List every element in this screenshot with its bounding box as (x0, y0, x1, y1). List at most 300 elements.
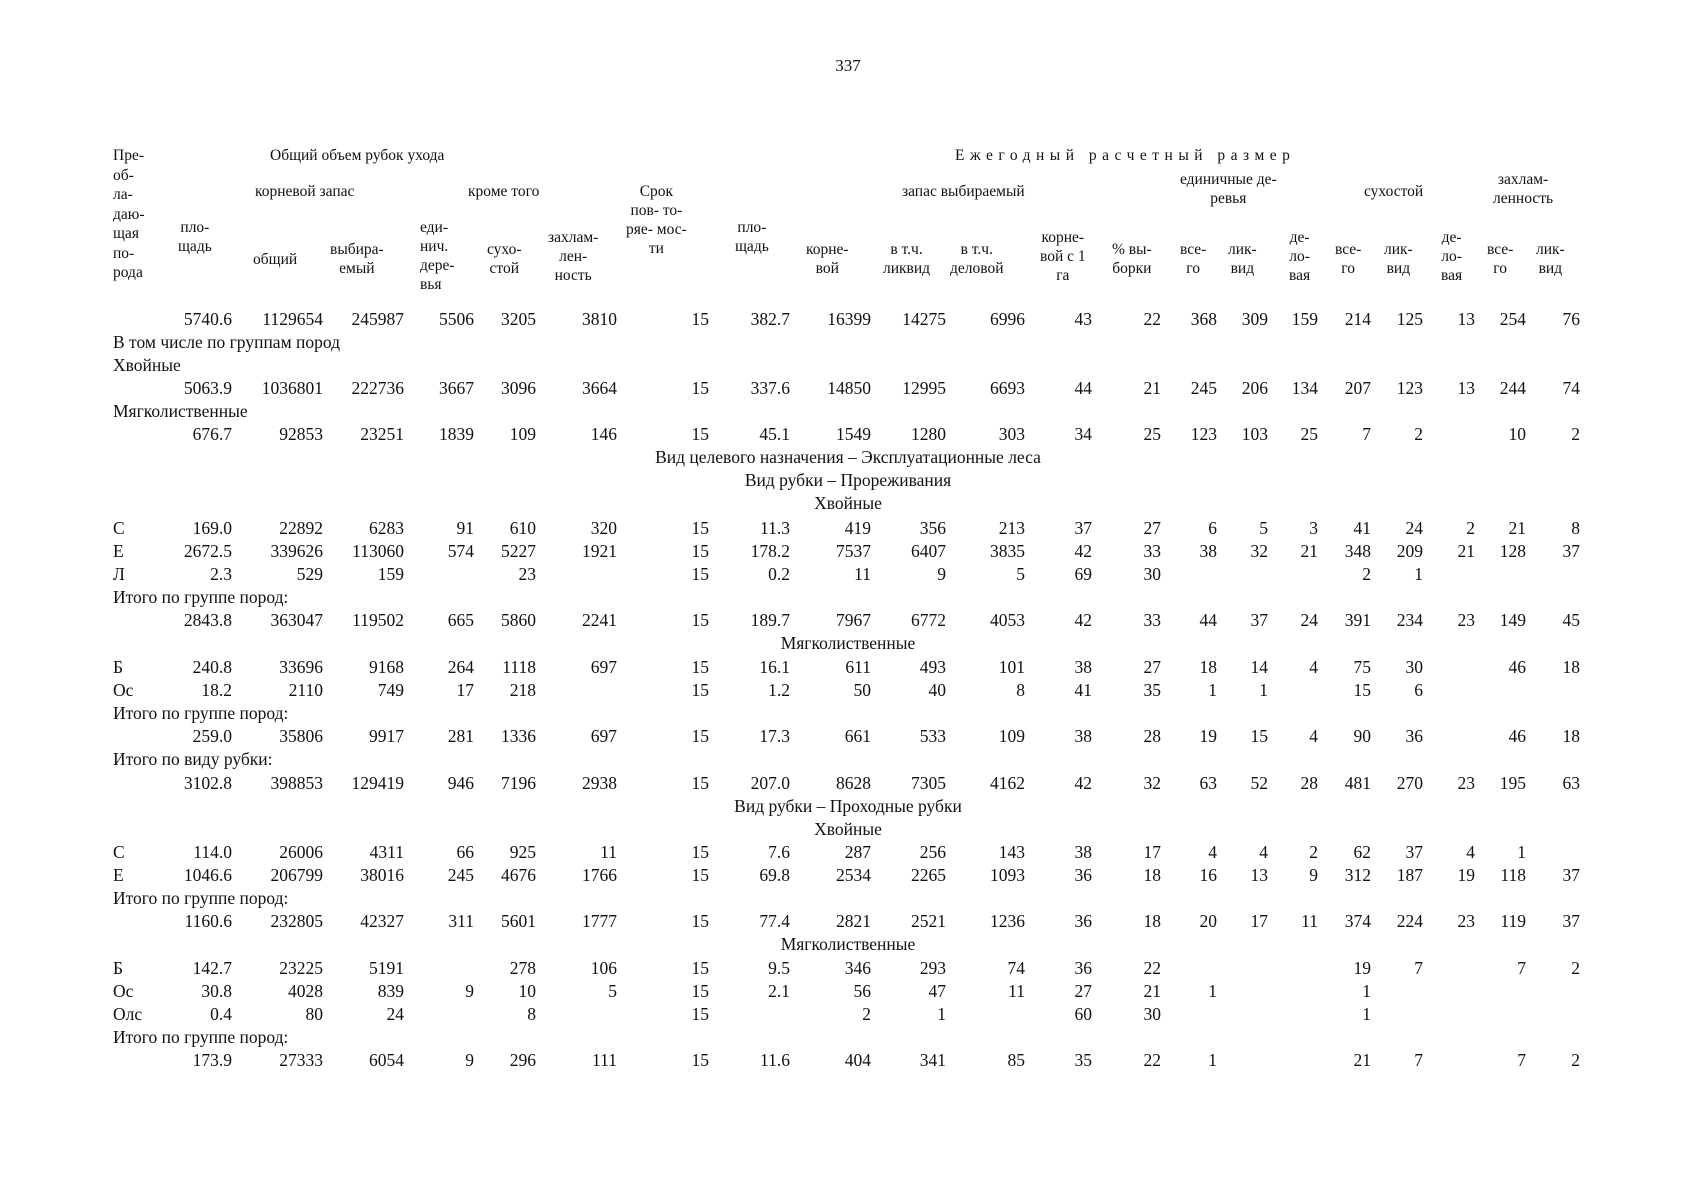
table-row (0, 957, 1696, 979)
table-cell: 69.8 (759, 865, 790, 885)
row-label: Б (113, 958, 124, 978)
table-cell: 493 (919, 657, 946, 677)
table-cell: 5 (608, 981, 617, 1001)
table-cell: 60 (1074, 1004, 1092, 1024)
table-cell: 24 (1300, 610, 1318, 630)
table-cell: 610 (509, 518, 536, 538)
table-cell: 111 (592, 1050, 617, 1070)
section-heading: Мягколиственные (780, 934, 916, 954)
table-cell: 36 (1074, 865, 1092, 885)
group-label-row (0, 702, 1696, 724)
header-likvid-3: лик- вид (1536, 241, 1565, 277)
table-row (0, 517, 1696, 539)
table-cell: 7.6 (768, 842, 790, 862)
table-cell: 207 (1344, 378, 1371, 398)
table-cell: 21 (1300, 541, 1318, 561)
section-heading: Вид рубки – Проходные рубки (734, 796, 962, 816)
table-cell: 209 (1396, 541, 1423, 561)
table-cell: 15 (691, 518, 709, 538)
table-cell: 4311 (369, 842, 404, 862)
table-cell: 1 (1208, 981, 1217, 1001)
table-cell: 26006 (279, 842, 323, 862)
header-likvid-2: лик- вид (1384, 241, 1413, 277)
table-cell: 45 (1562, 610, 1580, 630)
table-cell: 15 (691, 958, 709, 978)
header-zakhlamlennost: захлам- лен- ность (548, 229, 599, 284)
table-cell: 270 (1396, 773, 1423, 793)
table-cell: 1160.6 (184, 911, 232, 931)
header-poroda: Пре- об- ла- даю- щая по- рода (113, 147, 145, 281)
table-cell: 9.5 (768, 958, 790, 978)
table-cell: 44 (1074, 378, 1092, 398)
table-cell: 293 (919, 958, 946, 978)
table-cell: 21 (1353, 1050, 1371, 1070)
table-cell: 173.9 (192, 1050, 232, 1070)
table-cell: 5860 (501, 610, 536, 630)
table-cell: 63 (1199, 773, 1217, 793)
table-cell: 697 (590, 657, 617, 677)
table-cell: 1777 (582, 911, 617, 931)
table-cell: 63 (1562, 773, 1580, 793)
table-cell: 10 (1508, 424, 1526, 444)
table-cell: 348 (1344, 541, 1371, 561)
table-cell: 85 (1007, 1050, 1025, 1070)
row-label: С (113, 518, 125, 538)
table-cell: 574 (447, 541, 474, 561)
table-cell: 30.8 (201, 981, 232, 1001)
table-cell: 56 (853, 981, 871, 1001)
table-cell: 42 (1074, 773, 1092, 793)
table-row (0, 308, 1696, 330)
table-cell: 15 (1250, 726, 1268, 746)
table-cell: 224 (1396, 911, 1423, 931)
table-cell: 38 (1074, 726, 1092, 746)
header-obshchiy-col: общий (253, 251, 298, 268)
table-cell: 109 (509, 424, 536, 444)
table-cell: 10 (518, 981, 536, 1001)
table-cell: 287 (844, 842, 871, 862)
table-cell: 123 (1396, 378, 1423, 398)
group-label-row (0, 1026, 1696, 1048)
table-cell: 2 (1571, 424, 1580, 444)
header-ploshchad2: пло- щадь (735, 219, 769, 255)
header-zapas-vybiraemyy: запас выбираемый (902, 183, 1025, 200)
table-cell: 32 (1250, 541, 1268, 561)
table-cell: 19 (1457, 865, 1475, 885)
table-cell: 149 (1499, 610, 1526, 630)
table-cell: 46 (1508, 726, 1526, 746)
table-cell: 3835 (990, 541, 1025, 561)
table-cell: 30 (1143, 1004, 1161, 1024)
table-cell: 15 (1353, 680, 1371, 700)
table-cell: 206799 (270, 865, 323, 885)
table-cell: 15 (691, 1050, 709, 1070)
table-cell: 337.6 (750, 378, 790, 398)
table-cell: 254 (1499, 309, 1526, 329)
table-cell: 11.3 (760, 518, 790, 538)
table-cell: 2.3 (210, 564, 232, 584)
table-cell: 91 (456, 518, 474, 538)
table-row (0, 772, 1696, 794)
table-cell: 37 (1562, 541, 1580, 561)
table-cell: 4053 (990, 610, 1025, 630)
table-cell: 47 (928, 981, 946, 1001)
table-cell: 14275 (902, 309, 946, 329)
table-cell: 676.7 (192, 424, 232, 444)
table-cell: 19 (1353, 958, 1371, 978)
table-cell: 14 (1250, 657, 1268, 677)
table-cell: 15 (691, 981, 709, 1001)
table-cell: 5740.6 (183, 309, 232, 329)
table-cell: 2 (1309, 842, 1318, 862)
row-label: Б (113, 657, 124, 677)
table-cell: 92853 (279, 424, 323, 444)
header-kornevoy: корне- вой (806, 241, 849, 277)
table-cell: 13 (1250, 865, 1268, 885)
table-cell: 16399 (827, 309, 871, 329)
table-cell: 103 (1241, 424, 1268, 444)
table-row (0, 656, 1696, 678)
header-korn-s-1ga: корне- вой с 1 га (1040, 229, 1086, 284)
table-cell: 119502 (352, 610, 404, 630)
table-cell: 21 (1143, 378, 1161, 398)
table-cell: 309 (1241, 309, 1268, 329)
table-cell: 341 (919, 1050, 946, 1070)
table-cell: 1.2 (768, 680, 790, 700)
table-cell: 0.2 (768, 564, 790, 584)
table-cell: 18 (1562, 657, 1580, 677)
table-cell: 2110 (288, 680, 323, 700)
table-cell: 21 (1457, 541, 1475, 561)
group-label-row (0, 331, 1696, 353)
table-cell: 27333 (279, 1050, 323, 1070)
table-row (0, 864, 1696, 886)
table-cell: 7305 (911, 773, 946, 793)
table-cell: 38 (1074, 842, 1092, 862)
table-cell: 320 (590, 518, 617, 538)
table-cell: 245 (447, 865, 474, 885)
row-label: Олс (113, 1004, 143, 1024)
table-cell: 2521 (911, 911, 946, 931)
table-cell: 339626 (270, 541, 323, 561)
table-cell: 4 (1259, 842, 1268, 862)
group-label: Хвойные (113, 355, 181, 375)
group-label: В том числе по группам пород (113, 332, 341, 352)
table-cell: 38016 (360, 865, 404, 885)
table-cell: 17 (1250, 911, 1268, 931)
table-cell: 32 (1143, 773, 1161, 793)
table-cell: 41 (1353, 518, 1371, 538)
table-cell: 5227 (501, 541, 536, 561)
table-cell: 17.3 (759, 726, 790, 746)
table-row (0, 1049, 1696, 1071)
table-cell: 311 (448, 911, 474, 931)
table-cell: 30 (1405, 657, 1423, 677)
table-cell: 69 (1074, 564, 1092, 584)
table-cell: 40 (928, 680, 946, 700)
table-cell: 37 (1250, 610, 1268, 630)
table-cell: 8 (1571, 518, 1580, 538)
table-cell: 44 (1199, 610, 1217, 630)
table-cell: 11 (854, 564, 871, 584)
table-cell: 2672.5 (183, 541, 232, 561)
table-cell: 50 (853, 680, 871, 700)
table-row (0, 563, 1696, 585)
table-cell: 34 (1074, 424, 1092, 444)
table-cell: 207.0 (750, 773, 790, 793)
table-cell: 2265 (911, 865, 946, 885)
table-cell: 74 (1562, 378, 1580, 398)
table-cell: 37 (1074, 518, 1092, 538)
table-cell: 23 (1457, 773, 1475, 793)
table-cell: 35806 (279, 726, 323, 746)
table-cell: 4028 (288, 981, 323, 1001)
table-cell: 697 (590, 726, 617, 746)
table-cell: 15 (691, 865, 709, 885)
table-cell: 264 (447, 657, 474, 677)
table-cell: 38 (1199, 541, 1217, 561)
table-cell: 8 (527, 1004, 536, 1024)
table-cell: 16 (1199, 865, 1217, 885)
table-cell: 25 (1143, 424, 1161, 444)
header-kornevoy-zapas: корневой запас (255, 183, 355, 200)
table-cell: 6772 (911, 610, 946, 630)
table-row (0, 609, 1696, 631)
table-cell: 7 (1517, 958, 1526, 978)
header-sukhostoy: сухо- стой (487, 241, 522, 277)
table-cell: 24 (1405, 518, 1423, 538)
section-heading: Хвойные (814, 819, 882, 839)
table-cell: 15 (691, 773, 709, 793)
table-cell: 2 (1414, 424, 1423, 444)
table-cell: 259.0 (192, 726, 232, 746)
table-cell: 25 (1300, 424, 1318, 444)
table-cell: 6996 (990, 309, 1025, 329)
table-cell: 1 (1414, 564, 1423, 584)
table-cell: 46 (1508, 657, 1526, 677)
table-cell: 33 (1143, 610, 1161, 630)
table-cell: 8 (1016, 680, 1025, 700)
table-cell: 382.7 (750, 309, 790, 329)
table-cell: 74 (1007, 958, 1025, 978)
table-cell: 946 (447, 773, 474, 793)
table-row (0, 679, 1696, 701)
table-cell: 1766 (582, 865, 617, 885)
table-cell: 2241 (582, 610, 617, 630)
group-label-row (0, 354, 1696, 376)
header-vtch-likvid: в т.ч. ликвид (883, 241, 931, 277)
table-cell: 9 (465, 981, 474, 1001)
header-krome-togo: кроме того (468, 183, 540, 200)
table-cell: 159 (377, 564, 404, 584)
table-cell: 11 (600, 842, 617, 862)
table-cell: 15 (691, 842, 709, 862)
table-cell: 7537 (836, 541, 871, 561)
row-label: С (113, 842, 125, 862)
table-cell: 925 (509, 842, 536, 862)
table-cell: 134 (1291, 378, 1318, 398)
table-cell: 1 (1362, 981, 1371, 1001)
table-cell: 404 (844, 1050, 871, 1070)
table-cell: 6407 (911, 541, 946, 561)
table-cell: 2534 (836, 865, 871, 885)
table-row (0, 540, 1696, 562)
table-cell: 143 (998, 842, 1025, 862)
table-cell: 42 (1074, 541, 1092, 561)
table-cell: 24 (386, 1004, 404, 1024)
table-cell: 4 (1466, 842, 1475, 862)
table-cell: 33 (1143, 541, 1161, 561)
table-cell: 2 (1466, 518, 1475, 538)
header-vtch-delovoy: в т.ч. деловой (950, 241, 1004, 277)
table-cell: 19 (1199, 726, 1217, 746)
group-label: Итого по группе пород: (113, 587, 289, 607)
group-label-row (0, 586, 1696, 608)
table-cell: 15 (691, 610, 709, 630)
header-pct-vyborki: % вы- борки (1112, 241, 1152, 277)
table-cell: 14850 (827, 378, 871, 398)
table-cell: 101 (998, 657, 1025, 677)
table-cell: 214 (1344, 309, 1371, 329)
table-cell: 391 (1344, 610, 1371, 630)
table-cell: 18 (1199, 657, 1217, 677)
group-label: Итого по группе пород: (113, 703, 289, 723)
table-cell: 481 (1344, 773, 1371, 793)
table-cell: 0.4 (210, 1004, 232, 1024)
table-cell: 1093 (990, 865, 1025, 885)
table-cell: 296 (509, 1050, 536, 1070)
table-cell: 23225 (279, 958, 323, 978)
table-cell: 15 (691, 378, 709, 398)
table-cell: 3 (1309, 518, 1318, 538)
table-cell: 303 (998, 424, 1025, 444)
group-label-row (0, 887, 1696, 909)
table-cell: 18 (1562, 726, 1580, 746)
table-cell: 13 (1457, 309, 1475, 329)
table-cell: 119 (1500, 911, 1526, 931)
table-cell: 22 (1143, 1050, 1161, 1070)
table-cell: 128 (1499, 541, 1526, 561)
table-cell: 90 (1353, 726, 1371, 746)
table-cell: 189.7 (750, 610, 790, 630)
table-cell: 5063.9 (183, 378, 232, 398)
table-cell: 278 (509, 958, 536, 978)
table-cell: 66 (456, 842, 474, 862)
table-cell: 213 (998, 518, 1025, 538)
group-label: Итого по группе пород: (113, 888, 289, 908)
table-cell: 356 (919, 518, 946, 538)
table-cell: 22 (1143, 309, 1161, 329)
table-cell: 533 (919, 726, 946, 746)
row-label: Е (113, 865, 124, 885)
table-cell: 15 (691, 726, 709, 746)
table-cell: 3810 (582, 309, 617, 329)
table-cell: 1 (1259, 680, 1268, 700)
table-cell: 1 (1517, 842, 1526, 862)
table-cell: 6054 (369, 1050, 404, 1070)
header-zakhlam-group: захлам- ленность (1493, 171, 1554, 207)
table-cell: 178.2 (750, 541, 790, 561)
header-vsego-2: все- го (1335, 241, 1362, 277)
table-cell: 11 (1301, 911, 1318, 931)
table-cell: 1 (1362, 1004, 1371, 1024)
table-cell: 17 (1143, 842, 1161, 862)
table-cell: 12995 (902, 378, 946, 398)
table-cell: 1129654 (262, 309, 323, 329)
table-cell: 2843.8 (183, 610, 232, 630)
table-cell: 245987 (351, 309, 404, 329)
group-label-row (0, 748, 1696, 770)
table-cell: 22892 (279, 518, 323, 538)
table-cell: 5 (1016, 564, 1025, 584)
table-cell: 5191 (369, 958, 404, 978)
table-cell: 749 (377, 680, 404, 700)
table-cell: 37 (1405, 842, 1423, 862)
table-cell: 125 (1396, 309, 1423, 329)
table-cell: 8628 (836, 773, 871, 793)
table-cell: 368 (1190, 309, 1217, 329)
table-cell: 6 (1414, 680, 1423, 700)
table-cell: 5 (1259, 518, 1268, 538)
table-row (0, 980, 1696, 1002)
table-cell: 42 (1074, 610, 1092, 630)
group-label-row (0, 400, 1696, 422)
table-cell: 4 (1309, 657, 1318, 677)
table-cell: 114.0 (193, 842, 232, 862)
table-cell: 3667 (439, 378, 474, 398)
table-cell: 23251 (360, 424, 404, 444)
table-cell: 18.2 (201, 680, 232, 700)
table-cell: 187 (1396, 865, 1423, 885)
table-cell: 4676 (501, 865, 536, 885)
header-delovaya-2: де- ло- вая (1441, 229, 1463, 284)
table-cell: 839 (377, 981, 404, 1001)
table-cell: 52 (1250, 773, 1268, 793)
header-obshchiy: Общий объем рубок ухода (270, 147, 445, 164)
table-cell: 1036801 (261, 378, 323, 398)
table-cell: 76 (1562, 309, 1580, 329)
table-cell: 4 (1309, 726, 1318, 746)
table-cell: 106 (590, 958, 617, 978)
table-cell: 2938 (582, 773, 617, 793)
table-cell: 129419 (351, 773, 404, 793)
header-srok: Срок пов- то- ряе- мос- ти (626, 183, 687, 257)
table-cell: 123 (1190, 424, 1217, 444)
table-cell: 33696 (279, 657, 323, 677)
table-cell: 169.0 (192, 518, 232, 538)
table-cell: 1 (937, 1004, 946, 1024)
table-cell: 2 (862, 1004, 871, 1024)
table-cell: 218 (509, 680, 536, 700)
table-cell: 7 (1414, 958, 1423, 978)
section-heading: Мягколиственные (780, 633, 916, 653)
table-cell: 1 (1208, 1050, 1217, 1070)
table-cell: 2821 (836, 911, 871, 931)
table-cell: 3102.8 (183, 773, 232, 793)
table-cell: 15 (691, 1004, 709, 1024)
table-cell: 1921 (582, 541, 617, 561)
header-vybiraemyy: выбира- емый (330, 241, 384, 277)
table-cell: 1280 (911, 424, 946, 444)
table-cell: 661 (844, 726, 871, 746)
table-cell: 7 (1414, 1050, 1423, 1070)
table-cell: 23 (518, 564, 536, 584)
table-row (0, 377, 1696, 399)
row-label: Ос (113, 981, 134, 1001)
table-cell: 113060 (352, 541, 404, 561)
table-cell: 36 (1074, 958, 1092, 978)
group-label: Мягколиственные (113, 401, 248, 421)
